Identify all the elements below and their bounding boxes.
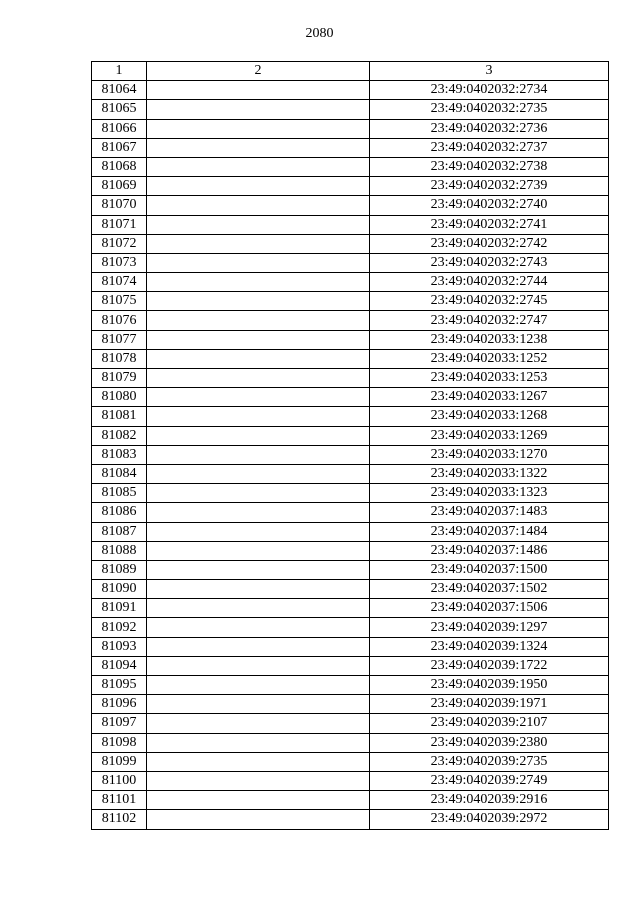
- table-row: [92, 522, 609, 541]
- table-row: [92, 791, 609, 810]
- cadastral-number-cell: 23:49:0402032:2747: [370, 311, 609, 330]
- row-number-cell: 81088: [92, 541, 147, 560]
- empty-cell: [147, 656, 370, 675]
- empty-cell: [147, 618, 370, 637]
- empty-cell: [147, 484, 370, 503]
- cadastral-number-cell: 23:49:0402039:2107: [370, 714, 609, 733]
- table-body: [92, 81, 609, 829]
- empty-cell: [147, 695, 370, 714]
- empty-cell: [147, 273, 370, 292]
- cadastral-number-cell: 23:49:0402032:2742: [370, 234, 609, 253]
- empty-cell: [147, 177, 370, 196]
- table-row: [92, 81, 609, 100]
- row-number-cell: 81079: [92, 369, 147, 388]
- table-row: [92, 215, 609, 234]
- row-number-cell: 81067: [92, 138, 147, 157]
- cadastral-number-cell: 23:49:0402032:2736: [370, 119, 609, 138]
- empty-cell: [147, 714, 370, 733]
- row-number-cell: 81066: [92, 119, 147, 138]
- table-row: [92, 349, 609, 368]
- column-header-2: 2: [147, 62, 370, 81]
- table-row: [92, 100, 609, 119]
- cadastral-number-cell: 23:49:0402033:1267: [370, 388, 609, 407]
- cadastral-number-cell: 23:49:0402033:1322: [370, 464, 609, 483]
- cadastral-number-cell: 23:49:0402033:1270: [370, 445, 609, 464]
- row-number-cell: 81073: [92, 253, 147, 272]
- empty-cell: [147, 599, 370, 618]
- empty-cell: [147, 234, 370, 253]
- registry-table: [91, 61, 609, 830]
- row-number-cell: 81089: [92, 560, 147, 579]
- empty-cell: [147, 119, 370, 138]
- row-number-cell: 81070: [92, 196, 147, 215]
- row-number-cell: 81097: [92, 714, 147, 733]
- empty-cell: [147, 752, 370, 771]
- cadastral-number-cell: 23:49:0402032:2744: [370, 273, 609, 292]
- cadastral-number-cell: 23:49:0402033:1269: [370, 426, 609, 445]
- empty-cell: [147, 311, 370, 330]
- cadastral-number-cell: 23:49:0402037:1486: [370, 541, 609, 560]
- cadastral-number-cell: 23:49:0402033:1252: [370, 349, 609, 368]
- cadastral-number-cell: 23:49:0402032:2741: [370, 215, 609, 234]
- empty-cell: [147, 407, 370, 426]
- table-row: [92, 733, 609, 752]
- empty-cell: [147, 676, 370, 695]
- table-row: [92, 503, 609, 522]
- row-number-cell: 81086: [92, 503, 147, 522]
- empty-cell: [147, 426, 370, 445]
- row-number-cell: 81069: [92, 177, 147, 196]
- row-number-cell: 81078: [92, 349, 147, 368]
- cadastral-number-cell: 23:49:0402039:2972: [370, 810, 609, 829]
- table-row: [92, 464, 609, 483]
- row-number-cell: 81065: [92, 100, 147, 119]
- row-number-cell: 81095: [92, 676, 147, 695]
- empty-cell: [147, 215, 370, 234]
- table-row: [92, 177, 609, 196]
- table-row: [92, 426, 609, 445]
- empty-cell: [147, 810, 370, 829]
- table-row: [92, 234, 609, 253]
- row-number-cell: 81075: [92, 292, 147, 311]
- cadastral-number-cell: 23:49:0402033:1238: [370, 330, 609, 349]
- table-row: [92, 637, 609, 656]
- cadastral-number-cell: 23:49:0402032:2743: [370, 253, 609, 272]
- table-row: [92, 119, 609, 138]
- empty-cell: [147, 791, 370, 810]
- row-number-cell: 81100: [92, 771, 147, 790]
- row-number-cell: 81072: [92, 234, 147, 253]
- cadastral-number-cell: 23:49:0402039:1950: [370, 676, 609, 695]
- cadastral-number-cell: 23:49:0402039:2735: [370, 752, 609, 771]
- table-row: [92, 407, 609, 426]
- row-number-cell: 81092: [92, 618, 147, 637]
- table-row: [92, 311, 609, 330]
- table-row: [92, 599, 609, 618]
- table-row: [92, 196, 609, 215]
- row-number-cell: 81093: [92, 637, 147, 656]
- empty-cell: [147, 560, 370, 579]
- table-row: [92, 752, 609, 771]
- table-row: [92, 676, 609, 695]
- row-number-cell: 81077: [92, 330, 147, 349]
- empty-cell: [147, 541, 370, 560]
- empty-cell: [147, 157, 370, 176]
- table-row: [92, 810, 609, 829]
- row-number-cell: 81084: [92, 464, 147, 483]
- cadastral-number-cell: 23:49:0402039:2916: [370, 791, 609, 810]
- empty-cell: [147, 522, 370, 541]
- empty-cell: [147, 292, 370, 311]
- empty-cell: [147, 138, 370, 157]
- table-row: [92, 388, 609, 407]
- cadastral-number-cell: 23:49:0402037:1500: [370, 560, 609, 579]
- cadastral-number-cell: 23:49:0402039:1971: [370, 695, 609, 714]
- row-number-cell: 81080: [92, 388, 147, 407]
- table-row: [92, 138, 609, 157]
- table-row: [92, 157, 609, 176]
- table-row: [92, 253, 609, 272]
- cadastral-number-cell: 23:49:0402032:2737: [370, 138, 609, 157]
- empty-cell: [147, 196, 370, 215]
- table-row: [92, 656, 609, 675]
- row-number-cell: 81074: [92, 273, 147, 292]
- empty-cell: [147, 253, 370, 272]
- row-number-cell: 81096: [92, 695, 147, 714]
- empty-cell: [147, 733, 370, 752]
- table-row: [92, 273, 609, 292]
- table-row: [92, 695, 609, 714]
- cadastral-number-cell: 23:49:0402039:2380: [370, 733, 609, 752]
- table-row: [92, 771, 609, 790]
- cadastral-number-cell: 23:49:0402033:1268: [370, 407, 609, 426]
- row-number-cell: 81071: [92, 215, 147, 234]
- empty-cell: [147, 388, 370, 407]
- cadastral-number-cell: 23:49:0402039:1297: [370, 618, 609, 637]
- cadastral-number-cell: 23:49:0402032:2745: [370, 292, 609, 311]
- row-number-cell: 81098: [92, 733, 147, 752]
- cadastral-number-cell: 23:49:0402039:1324: [370, 637, 609, 656]
- empty-cell: [147, 349, 370, 368]
- cadastral-number-cell: 23:49:0402039:1722: [370, 656, 609, 675]
- row-number-cell: 81083: [92, 445, 147, 464]
- row-number-cell: 81102: [92, 810, 147, 829]
- row-number-cell: 81087: [92, 522, 147, 541]
- table-row: [92, 292, 609, 311]
- row-number-cell: 81085: [92, 484, 147, 503]
- table-row: [92, 618, 609, 637]
- table-row: [92, 369, 609, 388]
- cadastral-number-cell: 23:49:0402039:2749: [370, 771, 609, 790]
- row-number-cell: 81094: [92, 656, 147, 675]
- row-number-cell: 81064: [92, 81, 147, 100]
- cadastral-number-cell: 23:49:0402033:1323: [370, 484, 609, 503]
- row-number-cell: 81068: [92, 157, 147, 176]
- empty-cell: [147, 503, 370, 522]
- page-number: 2080: [305, 26, 334, 41]
- cadastral-number-cell: 23:49:0402037:1506: [370, 599, 609, 618]
- row-number-cell: 81081: [92, 407, 147, 426]
- empty-cell: [147, 445, 370, 464]
- empty-cell: [147, 369, 370, 388]
- table-row: [92, 714, 609, 733]
- row-number-cell: 81082: [92, 426, 147, 445]
- cadastral-number-cell: 23:49:0402032:2735: [370, 100, 609, 119]
- empty-cell: [147, 637, 370, 656]
- empty-cell: [147, 81, 370, 100]
- empty-cell: [147, 580, 370, 599]
- empty-cell: [147, 330, 370, 349]
- column-header-3: 3: [370, 62, 609, 81]
- row-number-cell: 81099: [92, 752, 147, 771]
- row-number-cell: 81091: [92, 599, 147, 618]
- row-number-cell: 81076: [92, 311, 147, 330]
- cadastral-number-cell: 23:49:0402032:2739: [370, 177, 609, 196]
- table-row: [92, 541, 609, 560]
- cadastral-number-cell: 23:49:0402032:2740: [370, 196, 609, 215]
- empty-cell: [147, 100, 370, 119]
- cadastral-number-cell: 23:49:0402032:2738: [370, 157, 609, 176]
- cadastral-number-cell: 23:49:0402033:1253: [370, 369, 609, 388]
- table-row: [92, 580, 609, 599]
- cadastral-number-cell: 23:49:0402037:1483: [370, 503, 609, 522]
- table-header: [92, 62, 609, 81]
- table-row: [92, 330, 609, 349]
- row-number-cell: 81101: [92, 791, 147, 810]
- empty-cell: [147, 771, 370, 790]
- row-number-cell: 81090: [92, 580, 147, 599]
- header-row: [92, 62, 609, 81]
- cadastral-number-cell: 23:49:0402032:2734: [370, 81, 609, 100]
- table-row: [92, 484, 609, 503]
- empty-cell: [147, 464, 370, 483]
- cadastral-number-cell: 23:49:0402037:1502: [370, 580, 609, 599]
- table-row: [92, 445, 609, 464]
- table-row: [92, 560, 609, 579]
- column-header-1: 1: [92, 62, 147, 81]
- cadastral-number-cell: 23:49:0402037:1484: [370, 522, 609, 541]
